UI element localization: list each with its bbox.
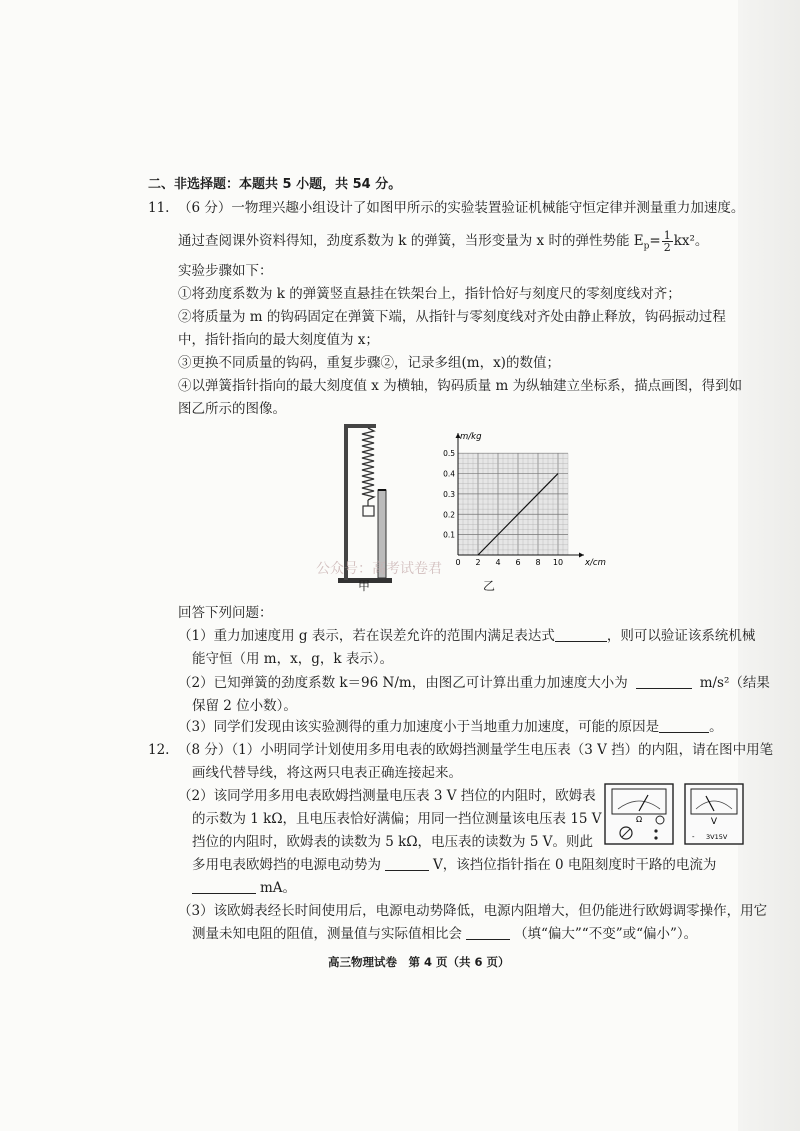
q12-line-7 [192, 879, 296, 897]
x-tick-label: 0 [455, 558, 461, 567]
watermark: 公众号：高考试卷君 [316, 561, 442, 577]
terminal-range-labels: 3V15V [706, 833, 728, 841]
part-2-line-a [178, 674, 770, 692]
x-tick-label: 10 [552, 558, 564, 567]
intro-equals: = [649, 233, 661, 249]
y-tick-label: 0.4 [443, 469, 455, 479]
q11-header: （6 分）一物理兴趣小组设计了如图甲所示的实验装置验证机械能守恒定律并测量重力加速度。 [178, 200, 745, 216]
weight [363, 506, 374, 516]
x-tick-label: 8 [535, 558, 541, 567]
half-fraction [662, 230, 673, 253]
section-title: 二、非选择题：本题共 5 小题，共 54 分。 [148, 177, 402, 192]
part-2-text: （2）已知弹簧的劲度系数 k＝96 N/m，由图乙可计算出重力加速度大小为 [178, 675, 628, 691]
intro-subscript: p [643, 241, 650, 252]
emf-text: 多用电表欧姆挡的电源电动势为 [192, 857, 381, 873]
y-axis-label: m/kg [460, 432, 482, 442]
current-text: V，该挡位指针指在 0 电阻刻度时干路的电流为 [433, 857, 717, 873]
multimeter-figure [604, 783, 674, 845]
q12-line-6 [192, 856, 716, 874]
terminal-plus [654, 829, 657, 832]
graph-figure [420, 428, 606, 573]
x-axis-label: x/cm [585, 558, 606, 568]
answer-blank-bias[interactable] [466, 925, 510, 940]
y-tick-label: 0.5 [443, 449, 455, 459]
y-tick-label: 0.2 [443, 510, 455, 520]
x-tick-label: 6 [515, 558, 521, 567]
answer-blank-3[interactable] [659, 718, 709, 733]
voltmeter-symbol: V [710, 817, 718, 827]
q11-number: 11. [148, 200, 170, 216]
bias-text: 测量未知电阻的阻值，测量值与实际值相比会 [192, 926, 462, 942]
part-1-line-a [178, 627, 755, 645]
fraction-denominator: 2 [663, 241, 671, 254]
answer-blank-1[interactable] [555, 627, 607, 642]
part-3-end: 。 [709, 719, 723, 735]
terminal-minus [654, 836, 657, 839]
graph-grid [458, 453, 568, 555]
step-4a: ④以弹簧指针指向的最大刻度值 x 为横轴，钩码质量 m 为纵轴建立坐标系，描点画图，得到如 [178, 378, 743, 394]
current-unit: mA。 [260, 880, 297, 896]
answer-blank-current[interactable] [192, 879, 256, 894]
q11-intro [178, 230, 708, 256]
ohm-symbol: Ω [635, 815, 643, 824]
y-tick-label: 0.3 [443, 489, 455, 499]
step-1: ①将劲度系数为 k 的弹簧竖直悬挂在铁架台上，指针恰好与刻度尺的零刻度线对齐； [178, 286, 681, 302]
part-3-text: （3）同学们发现由该实验测得的重力加速度小于当地重力加速度，可能的原因是 [178, 719, 660, 735]
part-2-unit: m/s²（结果 [699, 675, 770, 691]
step-2a: ②将质量为 m 的钩码固定在弹簧下端，从指针与零刻度线对齐处由静止释放，钩码振动过程 [178, 309, 726, 325]
part-1-text-cont: ，则可以验证该系统机械 [606, 628, 756, 644]
part-1-text: （1）重力加速度用 g 表示，若在误差允许的范围内满足表达式 [178, 628, 555, 644]
q12-line-2: 画线代替导线，将这两只电表正确连接起来。 [192, 765, 462, 781]
x-axis-arrow [579, 553, 584, 558]
q12-line-3: （2）该同学用多用电表欧姆挡测量电压表 3 V 挡位的内阻时，欧姆表 [178, 788, 596, 804]
q12-line-9 [192, 925, 697, 943]
spring [362, 428, 374, 500]
answer-blank-emf[interactable] [385, 856, 429, 871]
part-1-line-b: 能守恒（用 m，x，g，k 表示）。 [192, 651, 394, 667]
q12-number: 12. [148, 742, 170, 758]
x-tick-label: 4 [495, 558, 501, 567]
answer-title: 回答下列问题： [178, 605, 273, 621]
part-3-line [178, 718, 723, 736]
voltmeter-figure [684, 783, 744, 845]
page-footer: 高三物理试卷 第 4 页（共 6 页） [328, 955, 510, 969]
steps-title: 实验步骤如下： [178, 263, 273, 279]
answer-blank-2[interactable] [636, 674, 692, 689]
q12-line-8: （3）该欧姆表经长时间使用后，电源电动势降低，电源内阻增大，但仍能进行欧姆调零操作，用它 [178, 903, 768, 919]
stand-arm [344, 424, 376, 428]
step-2b: 中，指针指向的最大刻度值为 x； [178, 332, 379, 348]
terminal-minus-label: - [692, 833, 695, 841]
intro-text: 通过查阅课外资料得知，劲度系数为 k 的弹簧，当形变量为 x 时的弹性势能 E [178, 233, 644, 249]
bias-options: （填“偏大”“不变”或“偏小”）。 [514, 926, 698, 942]
step-3: ③更换不同质量的钩码，重复步骤②，记录多组(m，x)的数值； [178, 355, 560, 371]
fraction-numerator: 1 [663, 229, 671, 242]
step-4b: 图乙所示的图像。 [178, 401, 286, 417]
stand-rod [344, 424, 348, 580]
figure-yi-label: 乙 [483, 579, 496, 593]
q12-line-1: （8 分）（1）小明同学计划使用多用电表的欧姆挡测量学生电压表（3 V 挡）的内阻，请在图中用笔 [178, 742, 774, 758]
y-tick-label: 0.1 [443, 530, 455, 540]
intro-tail: kx²。 [673, 233, 709, 249]
x-tick-label: 2 [475, 558, 481, 567]
part-2-line-b: 保留 2 位小数）。 [192, 698, 297, 714]
q12-line-5: 挡位的内阻时，欧姆表的读数为 5 kΩ，电压表的读数为 5 V。则此 [192, 834, 593, 850]
q12-line-4: 的示数为 1 kΩ，且电压表恰好满偏；用同一挡位测量该电压表 15 V [192, 811, 602, 827]
figure-jia-label: 甲 [358, 579, 371, 593]
